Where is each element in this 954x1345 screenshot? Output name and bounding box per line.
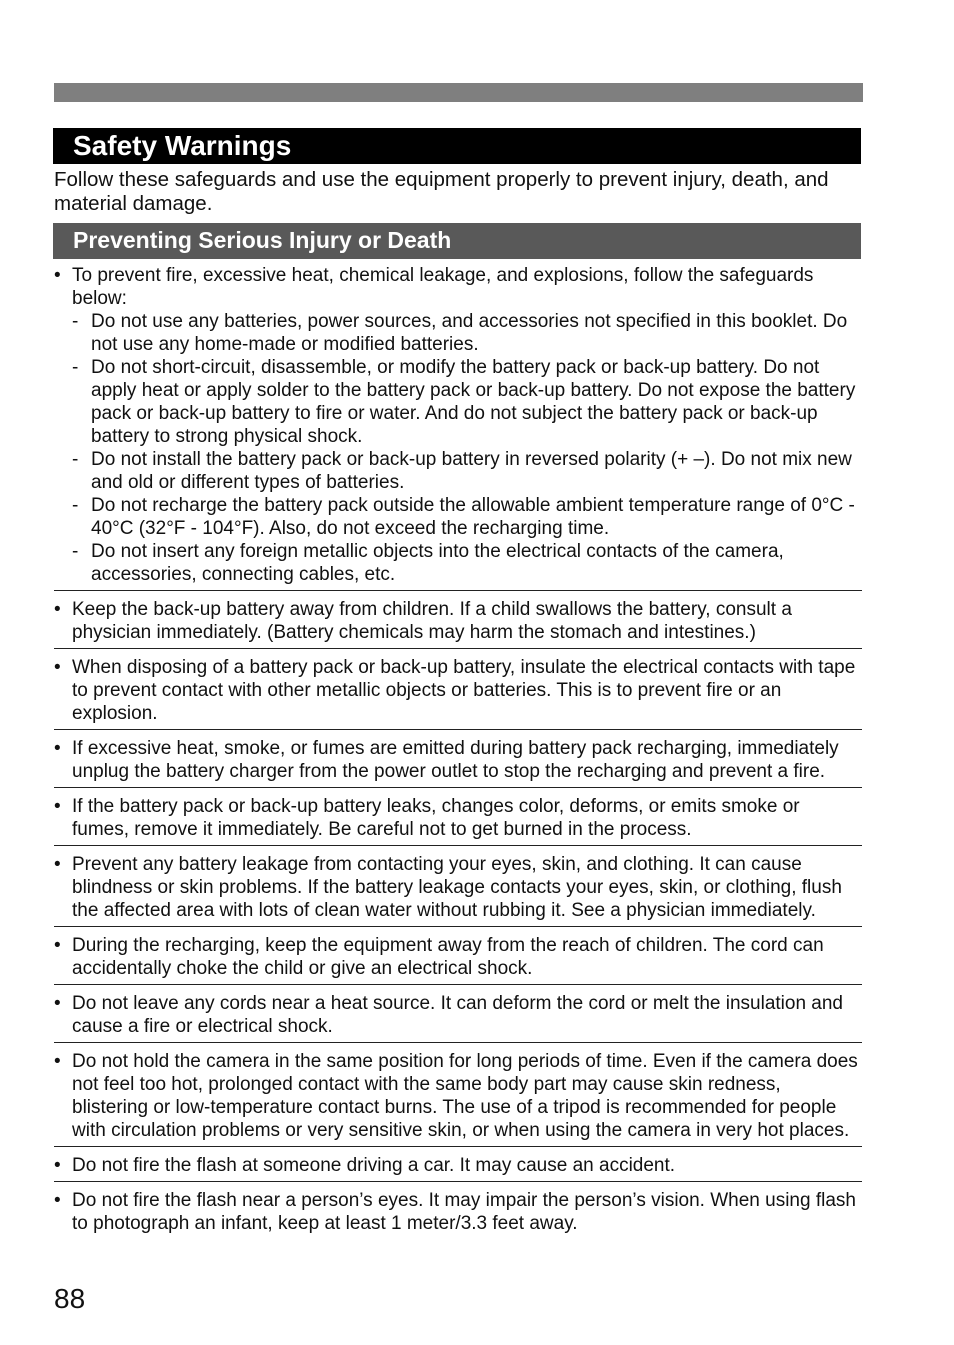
dash-icon: - <box>72 357 79 378</box>
warning-subitem-text: Do not install the battery pack or back-up battery in reversed polarity (+ –). Do not mix new and old or different types of batteries. <box>91 449 852 493</box>
warning-subitem-text: Do not recharge the battery pack outside the allowable ambient temperature range of 0°C - 40°C (32°F - 104°F). Also, do not exceed the recharging time. <box>91 495 855 539</box>
warning-text: Prevent any battery leakage from contacting your eyes, skin, and clothing. It can cause blindness or skin problems. If the battery leakage contacts your eyes, skin, or clothing, flush the affected area with lots of clean water without rubbing it. See a physician immediately. <box>72 854 842 921</box>
warning-subitem-text: Do not insert any foreign metallic objects into the electrical contacts of the camera, accessories, connecting cables, etc. <box>91 541 784 585</box>
warning-text: Do not fire the flash near a person’s eyes. It may impair the person’s vision. When using flash to photograph an infant, keep at least 1 meter/3.3 feet away. <box>72 1190 856 1234</box>
bullet-icon: • <box>54 265 61 286</box>
bullet-icon: • <box>54 599 61 620</box>
warning-subitem-text: Do not use any batteries, power sources, and accessories not specified in this booklet. Do not use any home-made or modified batteries. <box>91 311 848 355</box>
bullet-icon: • <box>54 993 61 1014</box>
warning-text: Do not hold the camera in the same position for long periods of time. Even if the camera does not feel too hot, prolonged contact with the same body part may cause skin redness, blistering or low-temperature contact burns. The use of a tripod is recommended for people with circulation problems or very sensitive skin, or when using the camera in very hot places. <box>72 1051 858 1141</box>
warning-text: Keep the back-up battery away from children. If a child swallows the battery, consult a physician immediately. (Battery chemicals may harm the stomach and intestines.) <box>72 599 792 643</box>
warning-subitem <box>72 448 860 494</box>
warning-item <box>54 1049 862 1147</box>
warning-item <box>54 736 862 788</box>
section-heading: Preventing Serious Injury or Death <box>53 223 861 259</box>
bullet-icon: • <box>54 854 61 875</box>
dash-icon: - <box>72 449 79 470</box>
warning-item <box>54 991 862 1043</box>
warning-subitem <box>72 310 860 356</box>
warning-item <box>54 263 862 591</box>
bullet-icon: • <box>54 796 61 817</box>
page-title: Safety Warnings <box>53 128 861 164</box>
warning-text: When disposing of a battery pack or back-up battery, insulate the electrical contacts with tape to prevent contact with other metallic objects or batteries. This is to prevent fire or an explosion. <box>72 657 856 724</box>
bullet-icon: • <box>54 738 61 759</box>
warning-item <box>54 1188 862 1239</box>
warning-item <box>54 794 862 846</box>
warning-list <box>54 263 862 1245</box>
page-number: 88 <box>54 1283 86 1314</box>
dash-icon: - <box>72 495 79 516</box>
bullet-icon: • <box>54 1190 61 1211</box>
warning-text: If the battery pack or back-up battery leaks, changes color, deforms, or emits smoke or fumes, remove it immediately. Be careful not to get burned in the process. <box>72 796 800 840</box>
warning-subitem-text: Do not short-circuit, disassemble, or modify the battery pack or back-up battery. Do not apply heat or apply solder to the battery pack or back-up battery. Do not expose the battery pack or back-up battery to fire or water. And do not subject the battery pack or back-up battery to strong physical shock. <box>91 357 856 447</box>
dash-icon: - <box>72 541 79 562</box>
warning-text: Do not fire the flash at someone driving a car. It may cause an accident. <box>72 1155 676 1176</box>
top-divider-bar <box>54 83 863 102</box>
warning-text: Do not leave any cords near a heat source. It can deform the cord or melt the insulation and cause a fire or electrical shock. <box>72 993 843 1037</box>
warning-subitem <box>72 494 860 540</box>
dash-icon: - <box>72 311 79 332</box>
warning-text: During the recharging, keep the equipment away from the reach of children. The cord can accidentally choke the child or give an electrical shock. <box>72 935 824 979</box>
warning-item <box>54 852 862 927</box>
warning-subitem <box>72 540 860 586</box>
bullet-icon: • <box>54 1155 61 1176</box>
bullet-icon: • <box>54 657 61 678</box>
warning-item <box>54 655 862 730</box>
warning-text: If excessive heat, smoke, or fumes are emitted during battery pack recharging, immediately unplug the battery charger from the power outlet to stop the recharging and prevent a fire. <box>72 738 839 782</box>
warning-item <box>54 1153 862 1182</box>
warning-text: To prevent fire, excessive heat, chemical leakage, and explosions, follow the safeguards below: <box>72 265 814 309</box>
warning-subitem <box>72 356 860 448</box>
intro-text: Follow these safeguards and use the equipment properly to prevent injury, death, and material damage. <box>54 168 829 215</box>
warning-item <box>54 933 862 985</box>
bullet-icon: • <box>54 1051 61 1072</box>
bullet-icon: • <box>54 935 61 956</box>
warning-item <box>54 597 862 649</box>
